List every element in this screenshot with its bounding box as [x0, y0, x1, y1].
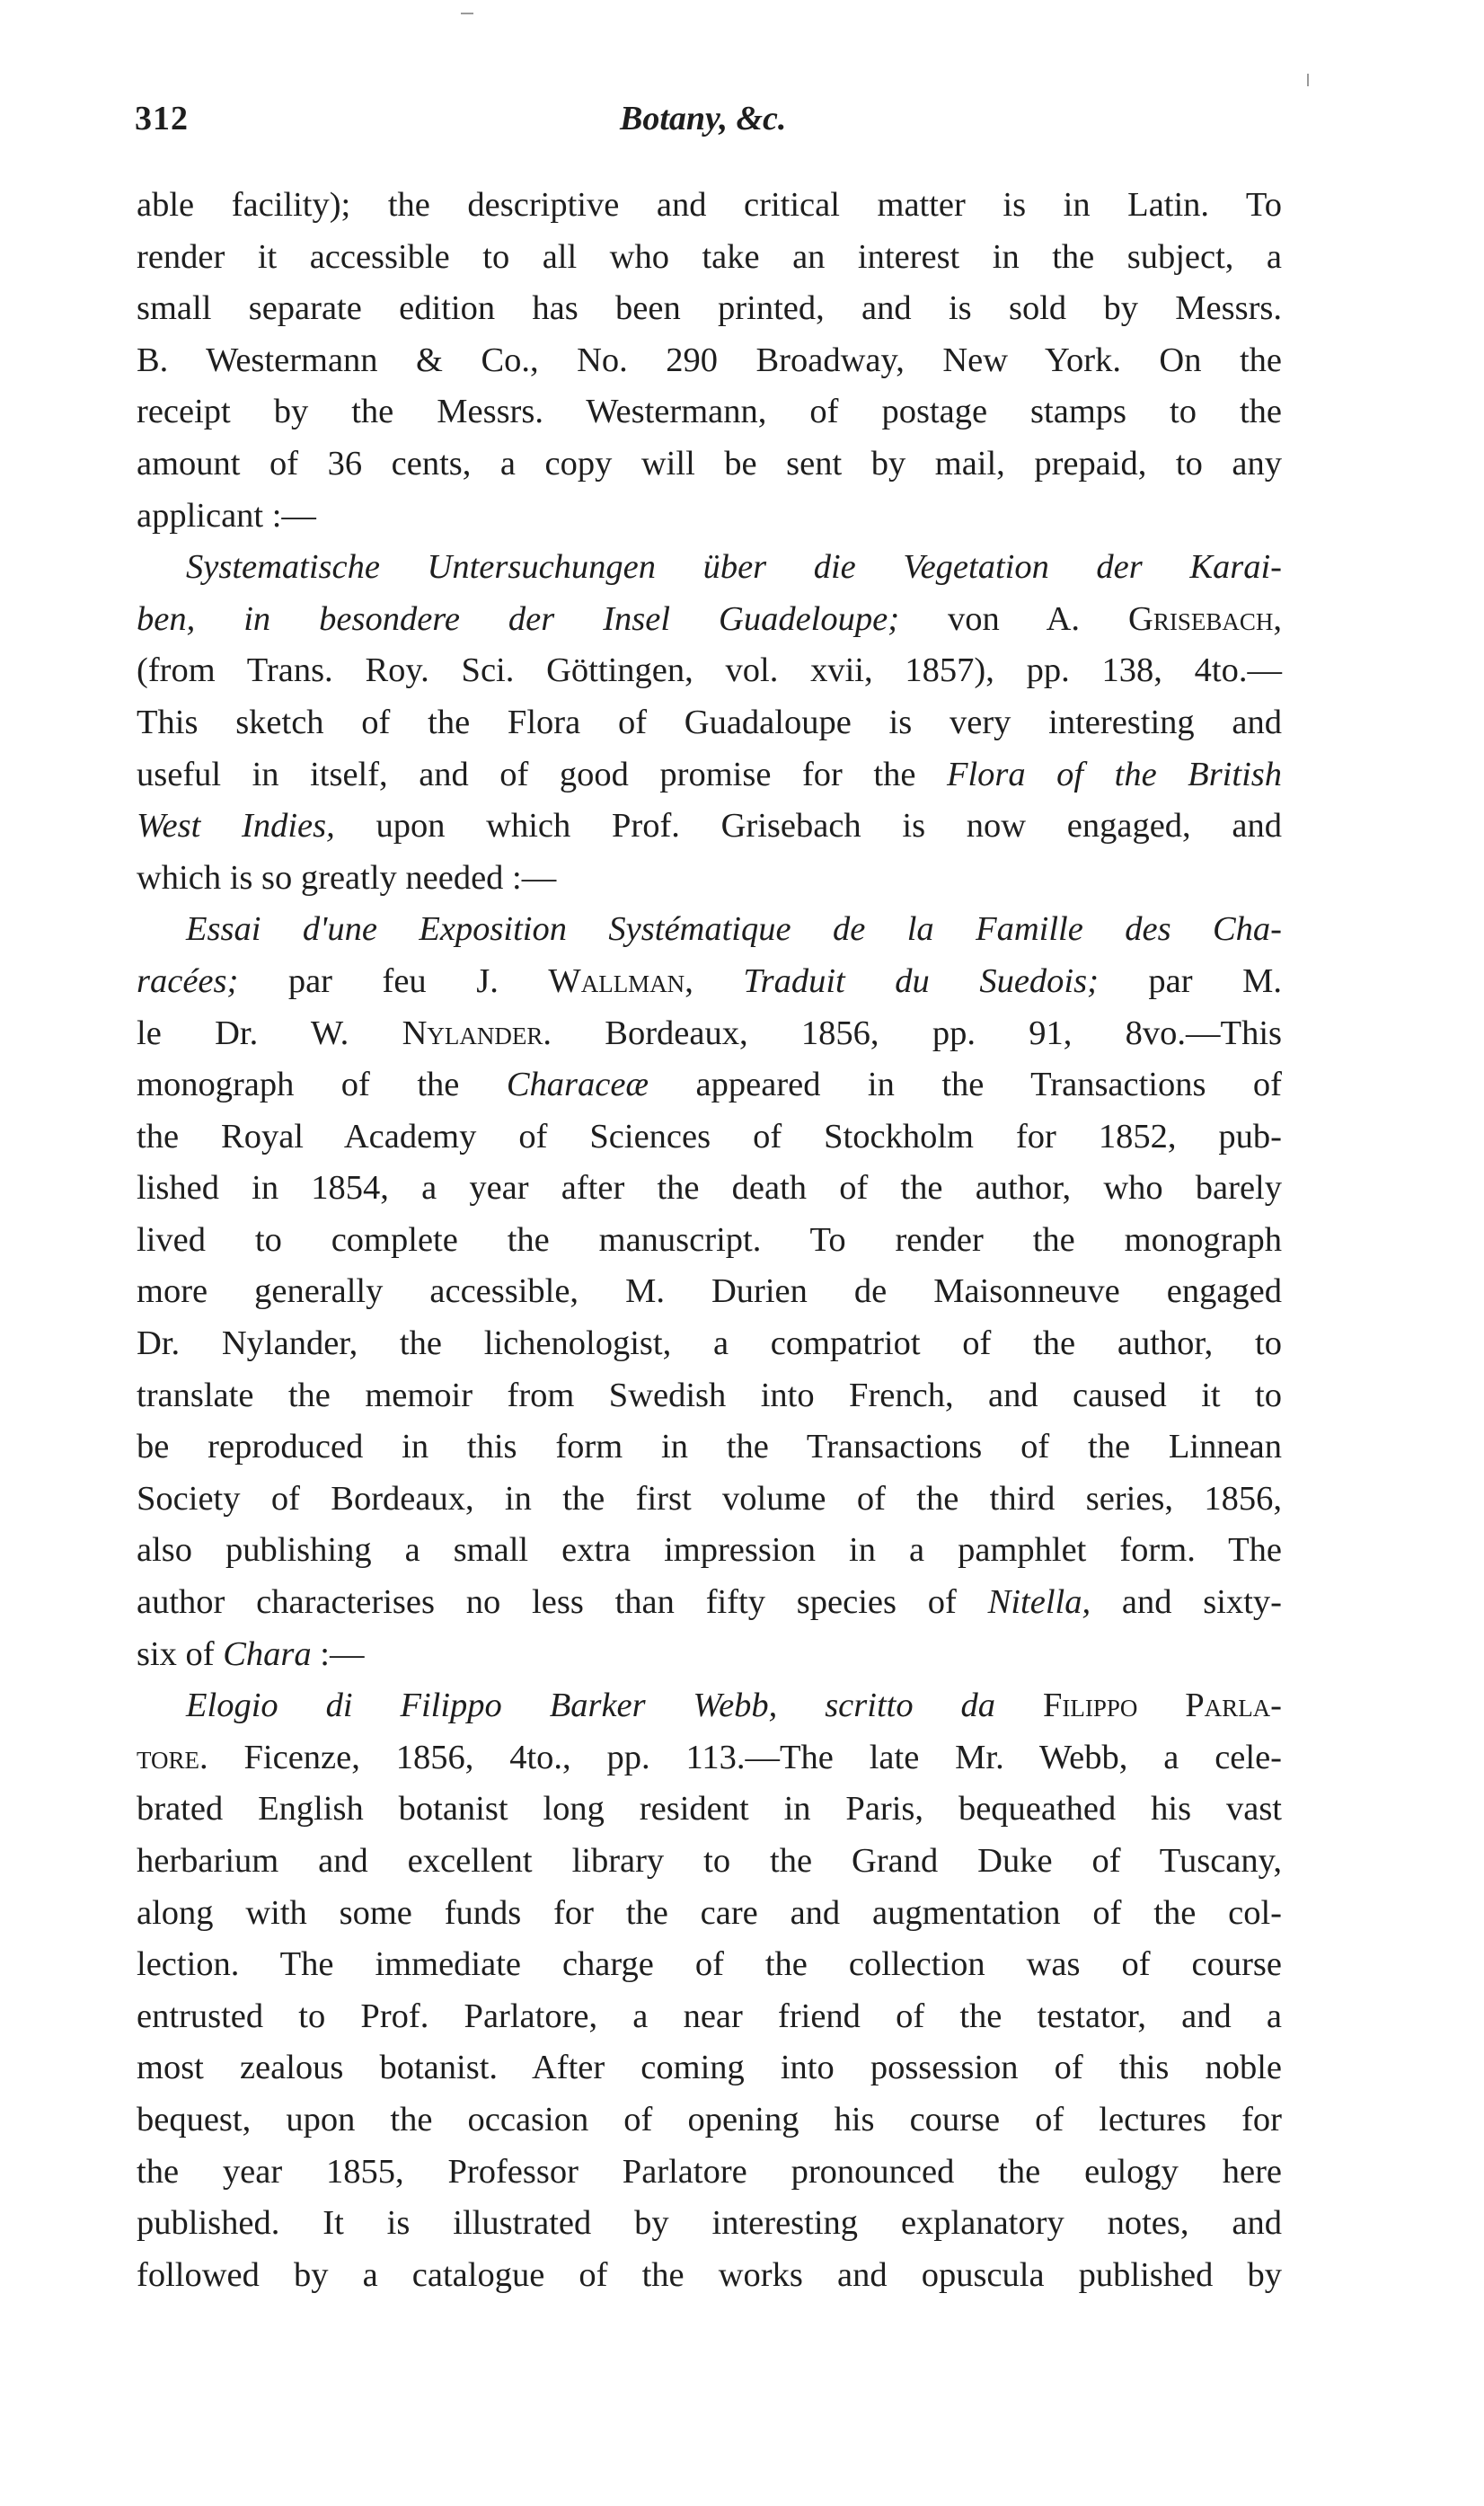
body-text-segment: six of: [137, 1634, 224, 1673]
body-text-segment: the Royal Academy of Sciences of Stockholm for 1852, pub-: [137, 1117, 1282, 1156]
italic-title-text: racées;: [137, 961, 239, 1000]
text-line: [137, 1215, 1282, 1267]
text-line: [137, 904, 1282, 956]
text-line: [137, 1732, 1282, 1784]
text-line: [137, 386, 1282, 438]
body-text-segment: . Ficenze, 1856, 4to., pp. 113.—The late Mr. Webb, a cele-: [199, 1738, 1282, 1776]
body-text-segment: and sixty-: [1091, 1583, 1282, 1622]
body-text-segment: . Bordeaux, 1856, pp. 91, 8vo.—This: [543, 1014, 1282, 1052]
italic-title-text: Characeæ: [506, 1066, 649, 1104]
text-line: [137, 2147, 1282, 2199]
body-text-segment: :—: [311, 1634, 365, 1673]
body-text-segment: Society of Bordeaux, in the first volume of the third series, 1856,: [137, 1479, 1282, 1518]
text-line: [137, 1266, 1282, 1318]
body-text: [137, 180, 1282, 2301]
italic-title-text: Essai d'une Exposition Systématique de la Famille des Cha-: [186, 910, 1282, 949]
text-line: [137, 1629, 1282, 1681]
text-line: [137, 1370, 1282, 1422]
italic-title-text: Chara: [223, 1634, 312, 1673]
body-text-segment: bequest, upon the occasion of opening his course of lectures for: [137, 2100, 1282, 2139]
text-line: [137, 1680, 1282, 1732]
text-line: [137, 801, 1282, 853]
body-text-segment: small separate edition has been printed, and is sold by Messrs.: [137, 289, 1282, 328]
body-text-segment: monograph of the: [137, 1066, 507, 1104]
body-text-segment: ,: [685, 961, 744, 1000]
author-name: Wallman: [548, 961, 685, 1000]
text-line: [137, 2094, 1282, 2147]
text-line: [137, 1577, 1282, 1629]
body-text-segment: be reproduced in this form in the Transactions of the Linnean: [137, 1428, 1282, 1466]
page-header: [135, 99, 1303, 153]
text-line: [137, 853, 1282, 905]
body-text-segment: von A.: [899, 599, 1129, 638]
text-line: [137, 438, 1282, 491]
body-text-segment: (from Trans. Roy. Sci. Göttingen, vol. xvii, 1857), pp. 138, 4to.—: [137, 651, 1282, 690]
text-line: [137, 335, 1282, 387]
body-text-segment: followed by a catalogue of the works and opuscula published by: [137, 2255, 1282, 2294]
body-text-segment: along with some funds for the care and augmentation of the col-: [137, 1893, 1282, 1932]
italic-title-text: ben, in besondere der Insel Guadeloupe;: [137, 599, 900, 638]
text-line: [137, 1939, 1282, 1991]
body-text-segment: applicant :—: [137, 496, 316, 535]
text-line: [137, 2042, 1282, 2094]
author-name: Grisebach: [1128, 599, 1274, 638]
body-text-segment: the year 1855, Professor Parlatore pronounced the eulogy here: [137, 2152, 1282, 2191]
text-line: [137, 1163, 1282, 1215]
body-text-segment: useful in itself, and of good promise for the: [137, 755, 947, 793]
body-text-segment: par feu J.: [238, 961, 549, 1000]
body-text-segment: entrusted to Prof. Parlatore, a near friend of the testator, and a: [137, 1997, 1282, 2035]
text-line: [137, 1525, 1282, 1577]
body-text-segment: This sketch of the Flora of Guadaloupe is very interesting and: [137, 703, 1282, 741]
italic-title-text: Flora of the British: [946, 755, 1282, 793]
page-number: 312: [135, 100, 189, 137]
body-text-segment: upon which Prof. Grisebach is now engaged, and: [334, 807, 1282, 846]
text-line: [137, 1474, 1282, 1526]
text-line: [137, 1059, 1282, 1111]
text-line: [137, 1991, 1282, 2043]
author-name: Filippo Parla-: [1042, 1687, 1283, 1725]
scan-mark-top: [461, 13, 473, 14]
text-line: [137, 491, 1282, 543]
author-name: Nylander: [402, 1014, 543, 1052]
text-line: [137, 645, 1282, 697]
text-line: [137, 1784, 1282, 1836]
text-line: [137, 1421, 1282, 1474]
text-line: [137, 283, 1282, 335]
text-line: [137, 594, 1282, 646]
body-text-segment: ,: [1273, 599, 1282, 638]
body-text-segment: appeared in the Transactions of: [649, 1066, 1283, 1104]
body-text-segment: most zealous botanist. After coming into possession of this noble: [137, 2049, 1282, 2087]
text-line: [137, 1318, 1282, 1370]
text-line: [137, 2198, 1282, 2250]
body-text-segment: also publishing a small extra impression in a pamphlet form. The: [137, 1531, 1282, 1570]
text-line: [137, 1888, 1282, 1940]
text-line: [137, 542, 1282, 594]
scan-mark-side: [1307, 74, 1309, 86]
text-line: [137, 1111, 1282, 1164]
body-text-segment: able facility); the descriptive and critical matter is in Latin. To: [137, 186, 1282, 224]
body-text-segment: lection. The immediate charge of the collection was of course: [137, 1945, 1282, 1984]
running-title: Botany, &c.: [620, 100, 787, 137]
body-text-segment: Dr. Nylander, the lichenologist, a compatriot of the author, to: [137, 1324, 1282, 1363]
body-text-segment: [995, 1687, 1043, 1724]
italic-title-text: Nitella,: [987, 1583, 1091, 1622]
text-line: [137, 2250, 1282, 2302]
body-text-segment: published. It is illustrated by interesting explanatory notes, and: [137, 2204, 1282, 2243]
italic-title-text: Traduit du Suedois;: [743, 961, 1099, 1000]
body-text-segment: le Dr. W.: [137, 1014, 402, 1052]
italic-title-text: West Indies,: [137, 807, 335, 846]
text-line: [137, 180, 1282, 232]
body-text-segment: herbarium and excellent library to the Grand Duke of Tuscany,: [137, 1842, 1282, 1880]
text-line: [137, 749, 1282, 801]
body-text-segment: B. Westermann & Co., No. 290 Broadway, New York. On the: [137, 341, 1282, 379]
body-text-segment: author characterises no less than fifty species of: [137, 1583, 988, 1622]
body-text-segment: render it accessible to all who take an interest in the subject, a: [137, 237, 1282, 276]
body-text-segment: par M.: [1098, 961, 1282, 1000]
text-line: [137, 956, 1282, 1008]
text-line: [137, 1008, 1282, 1060]
text-line: [137, 1836, 1282, 1888]
body-text-segment: lished in 1854, a year after the death of the author, who barely: [137, 1169, 1282, 1208]
body-text-segment: which is so greatly needed :—: [137, 858, 557, 897]
italic-title-text: Elogio di Filippo Barker Webb, scritto da: [186, 1687, 996, 1725]
text-line: [137, 697, 1282, 749]
body-text-segment: amount of 36 cents, a copy will be sent by mail, prepaid, to any: [137, 444, 1282, 483]
author-name: tore: [137, 1738, 200, 1776]
body-text-segment: translate the memoir from Swedish into French, and caused it to: [137, 1376, 1282, 1414]
body-text-segment: more generally accessible, M. Durien de Maisonneuve engaged: [137, 1272, 1282, 1311]
body-text-segment: brated English botanist long resident in Paris, bequeathed his vast: [137, 1790, 1282, 1829]
body-text-segment: lived to complete the manuscript. To render the monograph: [137, 1220, 1282, 1259]
text-line: [137, 232, 1282, 284]
italic-title-text: Systematische Untersuchungen über die Vegetation der Karai-: [186, 548, 1282, 587]
body-text-segment: receipt by the Messrs. Westermann, of postage stamps to the: [137, 393, 1282, 431]
